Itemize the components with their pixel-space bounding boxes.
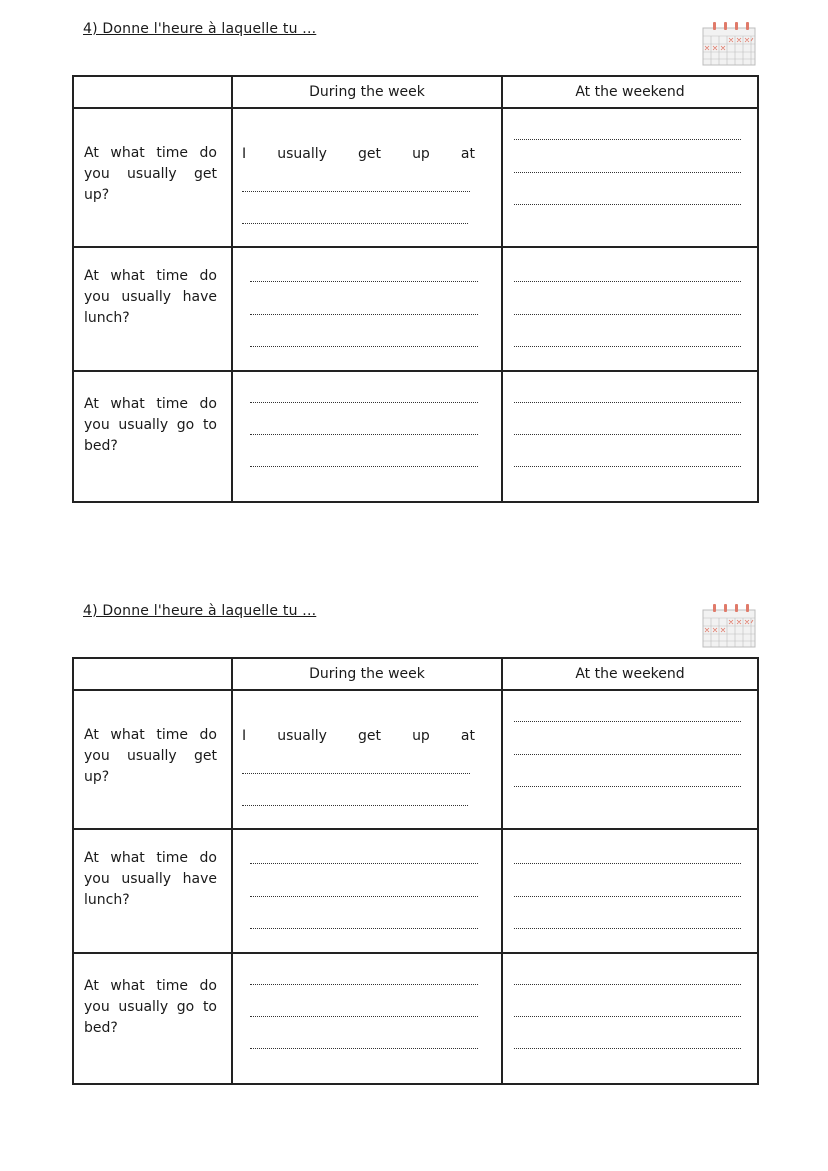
answer-weekend-get-up[interactable]: [502, 690, 758, 829]
answer-line: [242, 805, 468, 806]
answer-week-lunch[interactable]: [232, 829, 502, 953]
answer-line: [514, 281, 741, 282]
answer-weekend-lunch[interactable]: [502, 247, 758, 371]
answer-line: [514, 754, 741, 755]
question-get-up: At what time do you usually get up?: [73, 690, 232, 829]
header-question: [73, 658, 232, 690]
answer-line: [514, 346, 741, 347]
question-lunch: At what time do you usually have lunch?: [73, 247, 232, 371]
schedule-table: [72, 657, 759, 1085]
answer-line: [250, 466, 478, 467]
prompt-word: up: [412, 728, 430, 744]
answer-line: [514, 402, 741, 403]
worksheet-heading: 4) Donne l'heure à laquelle tu ...: [83, 603, 317, 619]
answer-line: [242, 223, 468, 224]
answer-line: [514, 984, 741, 985]
header-weekend: At the weekend: [502, 658, 758, 690]
answer-line: [514, 314, 741, 315]
answer-line: [250, 928, 478, 929]
answer-week-get-up[interactable]: [232, 690, 502, 829]
prompt-word: at: [460, 146, 475, 162]
answer-line: [514, 721, 741, 722]
answer-line: [250, 402, 478, 403]
answer-week-bed[interactable]: [232, 371, 502, 502]
prompt-sentence: [242, 728, 475, 744]
answer-line: [514, 204, 741, 205]
answer-weekend-bed[interactable]: [502, 953, 758, 1084]
header-week: During the week: [232, 76, 502, 108]
calendar-icon: [702, 20, 756, 66]
answer-line: [250, 984, 478, 985]
answer-line: [250, 346, 478, 347]
prompt-word: get: [357, 728, 381, 744]
prompt-word: at: [460, 728, 475, 744]
answer-weekend-lunch[interactable]: [502, 829, 758, 953]
answer-line: [514, 172, 741, 173]
answer-line: [514, 139, 741, 140]
answer-line: [514, 863, 741, 864]
question-lunch: At what time do you usually have lunch?: [73, 829, 232, 953]
answer-line: [250, 1016, 478, 1017]
header-question: [73, 76, 232, 108]
header-week: During the week: [232, 658, 502, 690]
answer-weekend-bed[interactable]: [502, 371, 758, 502]
answer-line: [250, 863, 478, 864]
calendar-icon: [702, 602, 756, 648]
answer-line: [250, 281, 478, 282]
answer-line: [514, 928, 741, 929]
prompt-word: up: [412, 146, 430, 162]
answer-line: [250, 1048, 478, 1049]
answer-week-get-up[interactable]: [232, 108, 502, 247]
answer-week-bed[interactable]: [232, 953, 502, 1084]
question-bed: At what time do you usually go to bed?: [73, 953, 232, 1084]
question-bed: At what time do you usually go to bed?: [73, 371, 232, 502]
answer-line: [242, 773, 470, 774]
prompt-word: I: [242, 146, 247, 162]
schedule-table: [72, 75, 759, 503]
header-weekend: At the weekend: [502, 76, 758, 108]
answer-line: [514, 1016, 741, 1017]
answer-line: [514, 1048, 741, 1049]
prompt-word: usually: [277, 146, 327, 162]
answer-line: [514, 786, 741, 787]
worksheet-heading: 4) Donne l'heure à laquelle tu ...: [83, 21, 317, 37]
answer-weekend-get-up[interactable]: [502, 108, 758, 247]
prompt-sentence: [242, 146, 475, 162]
answer-line: [250, 896, 478, 897]
answer-line: [250, 434, 478, 435]
answer-line: [514, 434, 741, 435]
question-get-up: At what time do you usually get up?: [73, 108, 232, 247]
answer-line: [514, 466, 741, 467]
prompt-word: I: [242, 728, 247, 744]
answer-week-lunch[interactable]: [232, 247, 502, 371]
answer-line: [250, 314, 478, 315]
answer-line: [242, 191, 470, 192]
prompt-word: get: [357, 146, 381, 162]
prompt-word: usually: [277, 728, 327, 744]
answer-line: [514, 896, 741, 897]
